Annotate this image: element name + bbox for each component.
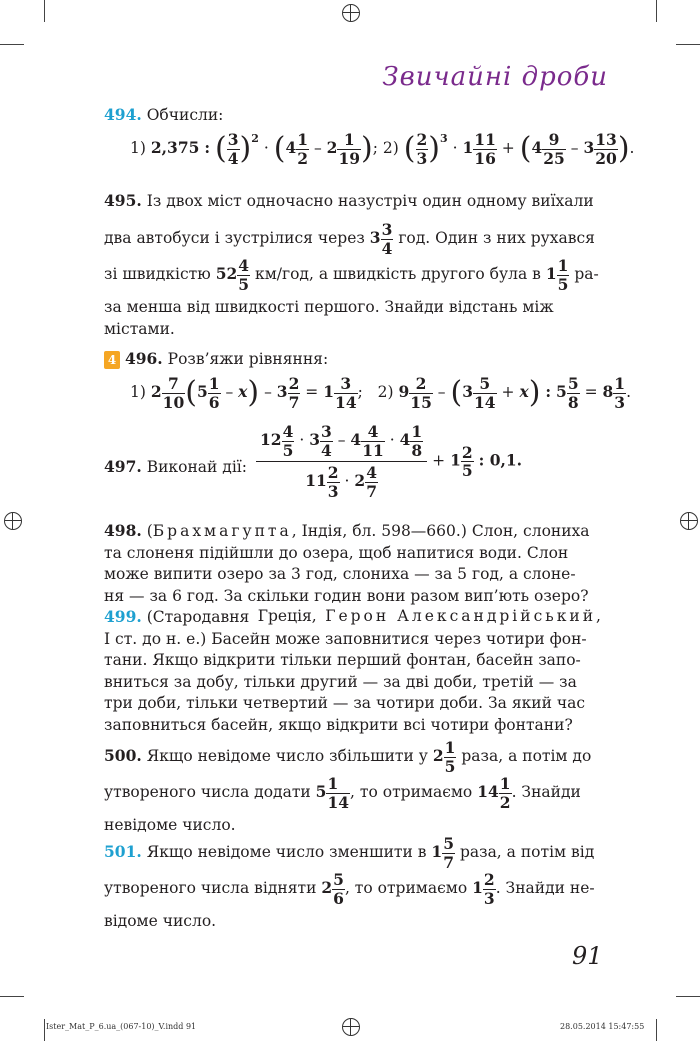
- problem-number: 495.: [104, 191, 142, 210]
- paren: ): [528, 375, 541, 410]
- problem-number: 500.: [104, 746, 142, 765]
- complex-fraction-497: [256, 424, 522, 499]
- numerator: 4: [238, 256, 250, 275]
- text-line: год. Один з них рухався: [398, 229, 595, 247]
- footer-timestamp: 28.05.2014 15:47:55: [560, 1022, 645, 1031]
- numerator: 1: [557, 256, 569, 275]
- fraction: [237, 258, 250, 292]
- numerator: 4: [361, 424, 385, 442]
- denominator: 5: [282, 440, 294, 460]
- operator: –: [337, 431, 346, 449]
- numerator: 3: [320, 422, 332, 441]
- denominator: 2: [499, 792, 511, 812]
- numerator: 3: [381, 220, 393, 239]
- text-word: (Стародавня: [146, 608, 250, 626]
- denominator: 8: [567, 392, 579, 412]
- numerator: 2: [409, 376, 433, 394]
- fraction: [594, 132, 618, 166]
- fraction: [282, 424, 295, 458]
- operator: –: [264, 383, 272, 401]
- text-line: , то отримаємо: [344, 879, 468, 897]
- numerator: 1: [614, 374, 626, 393]
- text-line: Слон, слониха: [471, 522, 590, 540]
- crop-mark: [676, 996, 700, 997]
- denominator: 2: [297, 148, 309, 168]
- whole-part: 4: [350, 430, 362, 449]
- numerator: 5: [473, 376, 497, 394]
- paren: (: [273, 131, 286, 166]
- operator: :: [204, 138, 211, 157]
- whole-part: 8: [602, 382, 614, 401]
- whole-part: 4: [531, 138, 543, 157]
- problem-text: Обчисли:: [146, 106, 224, 124]
- fraction: [326, 776, 350, 810]
- text-line: Якщо невідоме число збільшити у: [146, 747, 428, 765]
- item-label: 2): [377, 383, 394, 401]
- fraction: [227, 132, 240, 166]
- paren: ): [247, 375, 260, 410]
- fraction: [409, 376, 433, 410]
- whole-part: 11: [305, 471, 327, 490]
- text-line: утвореного числа відняти: [104, 879, 317, 897]
- denominator: 3: [327, 481, 339, 501]
- paren: (: [450, 375, 463, 410]
- paren: ): [361, 131, 373, 166]
- variable: x: [238, 382, 248, 401]
- numerator: 9: [542, 132, 566, 150]
- fraction: [542, 132, 566, 166]
- crop-mark: [676, 44, 700, 45]
- numerator: 4: [366, 463, 377, 482]
- punct: .: [626, 383, 632, 401]
- denominator: 7: [288, 392, 300, 412]
- text-line: відоме число.: [104, 912, 217, 930]
- text-line: вниться за добу, тільки другий — за дві доби, третій — за: [104, 672, 577, 691]
- text-line: ра-: [574, 265, 599, 283]
- problem-499: [104, 606, 604, 736]
- fraction: [332, 872, 345, 906]
- operator: ·: [263, 139, 269, 157]
- whole-part: 3: [276, 382, 288, 401]
- denominator: 14: [335, 392, 357, 412]
- item-label: 2): [382, 139, 399, 157]
- operator: ·: [452, 139, 458, 157]
- crop-mark: [0, 44, 24, 45]
- whole-part: 5: [196, 382, 208, 401]
- problem-number: 498.: [104, 521, 142, 540]
- text-line: Із двох міст одночасно назустріч один одному виїхали: [146, 192, 594, 210]
- numerator: 1: [499, 774, 511, 793]
- text-line: I ст. до н. е.) Басейн може заповнитися через чотири фон-: [104, 629, 587, 648]
- registration-mark-left: [4, 512, 22, 530]
- source-info: , Індія, бл. 598—660.): [291, 522, 467, 540]
- problem-text: Розв’яжи рівняння:: [167, 350, 329, 368]
- text-line: утвореного числа додати: [104, 783, 311, 801]
- fraction: [461, 442, 474, 480]
- equations-496: [130, 376, 631, 410]
- fraction: [327, 465, 340, 499]
- text-line: невідоме число.: [104, 816, 236, 834]
- operator: +: [501, 139, 515, 157]
- whole-part: 4: [285, 138, 297, 157]
- difficulty-badge: 4: [104, 351, 120, 369]
- registration-mark-bottom: [342, 1018, 360, 1036]
- whole-part: 3: [309, 430, 320, 449]
- numerator: 2: [416, 130, 428, 149]
- fraction: [473, 132, 497, 166]
- fraction: [442, 836, 455, 870]
- paren: ): [239, 131, 252, 166]
- whole-part: 2: [326, 138, 338, 157]
- whole-part: 1: [450, 450, 461, 470]
- denominator: 5: [557, 274, 569, 294]
- whole-part: 5: [556, 382, 567, 401]
- problem-500: [104, 740, 604, 836]
- whole-part: 2: [432, 746, 444, 765]
- denominator: 11: [362, 440, 384, 460]
- item-label: 1): [130, 383, 146, 401]
- whole-part: 2: [354, 471, 366, 490]
- problem-number: 496.: [124, 349, 163, 368]
- problem-494: [104, 104, 223, 126]
- numerator: 1: [208, 374, 220, 393]
- denominator: 3: [416, 148, 428, 168]
- operator: ·: [389, 431, 395, 449]
- problem-text: Виконай дії:: [146, 458, 247, 476]
- numerator: 2: [483, 870, 495, 889]
- text-line: ня — за 6 год. За скільки годин вони разом вип’ють озеро?: [104, 586, 589, 605]
- text-line: за менша від швидкості першого. Знайди відстань між: [104, 298, 554, 316]
- text-line: Якщо невідоме число зменшити в: [146, 843, 427, 861]
- problem-501: [104, 836, 604, 932]
- operator: –: [570, 139, 579, 157]
- fraction: [444, 740, 457, 774]
- whole-part: 5: [315, 782, 327, 801]
- text-line: раза, а потім до: [461, 747, 592, 765]
- denominator: 3: [483, 888, 495, 908]
- fraction: [410, 424, 423, 458]
- operator: –: [437, 383, 446, 401]
- whole-part: 2: [321, 878, 333, 897]
- author: Брахмагупта: [152, 522, 292, 540]
- denominator: 25: [543, 148, 565, 168]
- numerator: 11: [474, 130, 496, 149]
- text-line: та слоненя підійшли до озера, щоб напитися води. Слон: [104, 543, 569, 562]
- paren: (: [215, 131, 227, 166]
- denominator: 8: [411, 440, 423, 460]
- numerator: 1: [326, 776, 350, 794]
- numerator: 1: [444, 738, 456, 757]
- fraction: [162, 376, 186, 410]
- denominator: 5: [238, 274, 250, 294]
- denominator: 5: [444, 756, 456, 776]
- fraction: [361, 424, 385, 458]
- denominator: 4: [227, 148, 239, 168]
- fraction: [416, 132, 429, 166]
- crop-mark: [44, 1019, 45, 1041]
- text-line: . Знайди не-: [495, 879, 595, 897]
- punct: ;: [372, 139, 378, 157]
- numerator: 13: [595, 130, 617, 149]
- text-word: Греція,: [257, 607, 317, 625]
- fraction: [320, 424, 333, 458]
- whole-part: 1: [431, 842, 443, 861]
- registration-mark-right: [680, 512, 698, 530]
- whole-part: 3: [583, 138, 595, 157]
- whole-part: 1: [323, 382, 335, 401]
- text-line: два автобуси і зустрілися через: [104, 229, 365, 247]
- section-title: Звичайні дроби: [382, 62, 608, 92]
- fraction: [499, 776, 512, 810]
- text-line: , то отримаємо: [350, 783, 473, 801]
- whole-part: 52: [215, 264, 238, 283]
- problem-number: 497.: [104, 457, 142, 476]
- denominator: 3: [614, 392, 626, 412]
- variable: x: [519, 382, 529, 401]
- fraction: [473, 376, 497, 410]
- denominator: 6: [333, 888, 344, 908]
- fraction: [365, 465, 378, 499]
- whole-part: 3: [462, 382, 473, 401]
- numerator: 1: [411, 422, 423, 441]
- whole-part: 9: [398, 382, 410, 401]
- operator: =: [305, 383, 319, 401]
- numerator: 2: [327, 463, 339, 482]
- denominator: 15: [410, 392, 432, 412]
- numerator: 3: [334, 376, 358, 394]
- fraction: [334, 376, 358, 410]
- denominator: 16: [474, 148, 496, 168]
- text-line: заповниться басейн, якщо відкрити всі чотири фонтани?: [104, 715, 573, 734]
- fraction: [381, 222, 394, 256]
- fraction: [557, 258, 570, 292]
- paren: (: [519, 131, 532, 166]
- crop-mark: [656, 0, 657, 22]
- problem-498: [104, 520, 604, 607]
- paren: ): [428, 131, 441, 166]
- denominator: 14: [327, 792, 350, 812]
- exponent: 3: [440, 132, 448, 145]
- operator: ·: [344, 472, 350, 490]
- numerator: 1: [297, 130, 309, 149]
- registration-mark-top: [342, 4, 360, 22]
- denominator: 4: [320, 440, 332, 460]
- fraction: [613, 376, 626, 410]
- number: 2,375: [150, 138, 200, 157]
- paren: ): [617, 131, 630, 166]
- problem-495: [104, 190, 604, 340]
- fraction: [296, 132, 309, 166]
- operator: +: [501, 383, 515, 401]
- author: Герон Александрійський,: [325, 607, 604, 625]
- denominator: 6: [208, 392, 220, 412]
- fraction: [288, 376, 301, 410]
- fraction: [208, 376, 221, 410]
- crop-mark: [0, 996, 24, 997]
- operator: –: [225, 383, 234, 401]
- page-number: 91: [572, 942, 603, 970]
- whole-part: 4: [399, 430, 411, 449]
- fraction: [483, 872, 496, 906]
- operator: –: [313, 139, 322, 157]
- numerator: 4: [282, 422, 294, 441]
- operator: =: [584, 383, 598, 401]
- fraction: [337, 132, 361, 166]
- denominator: 19: [338, 148, 361, 168]
- denominator: 14: [474, 392, 496, 412]
- denominator: 4: [381, 238, 393, 258]
- footer-file: Ister_Mat_P_6.ua_(067-10)_V.indd 91: [46, 1022, 197, 1031]
- text-line: три доби, тільки четвертий — за чотири доби. За який час: [104, 694, 586, 712]
- problem-number: 499.: [104, 607, 142, 626]
- whole-part: 14: [477, 782, 499, 801]
- text-line: . Знайди: [511, 783, 581, 801]
- whole-part: 1: [472, 878, 483, 897]
- text-line: км/год, а швидкість другого була в: [255, 265, 541, 283]
- text-line: містами.: [104, 320, 175, 338]
- denominator: 20: [595, 148, 617, 168]
- text-line: тани. Якщо відкрити тільки перший фонтан, басейн запо-: [104, 651, 581, 669]
- exponent: 2: [251, 132, 259, 145]
- numerator: 2: [461, 442, 473, 462]
- item-label: 1): [130, 139, 146, 157]
- problem-497-label: [104, 456, 247, 478]
- whole-part: 1: [462, 138, 474, 157]
- numerator: 3: [227, 130, 239, 149]
- operator: ·: [299, 431, 305, 449]
- text-line: може випити озеро за 3 год, слониха — за 5 год, а слоне-: [104, 565, 576, 583]
- problem-number: 501.: [104, 842, 142, 861]
- punct: .: [629, 139, 635, 157]
- operator: :: [545, 382, 552, 401]
- denominator: 7: [366, 481, 377, 501]
- text-line: зі швидкістю: [104, 265, 211, 283]
- punct: (: [146, 522, 153, 540]
- numerator: 2: [288, 374, 300, 393]
- denominator: 5: [461, 461, 473, 480]
- fraction: [567, 376, 580, 410]
- whole-part: 12: [260, 430, 282, 449]
- denominator: 7: [443, 852, 455, 872]
- paren: (: [185, 375, 197, 410]
- whole-part: 2: [150, 382, 162, 401]
- paren: (: [403, 131, 416, 166]
- problem-496: [104, 348, 328, 370]
- expression-494: [130, 132, 634, 166]
- numerator: 5: [443, 834, 455, 853]
- numerator: 5: [333, 870, 344, 889]
- problem-number: 494.: [104, 105, 142, 124]
- crop-mark: [656, 1019, 657, 1041]
- text-line: раза, а потім від: [459, 843, 595, 861]
- tail: : 0,1.: [478, 450, 523, 470]
- whole-part: 3: [369, 228, 381, 247]
- numerator: 7: [162, 376, 186, 394]
- numerator: 1: [337, 132, 361, 150]
- denominator: 10: [162, 392, 185, 412]
- punct: ;: [357, 383, 363, 401]
- numerator: 5: [567, 374, 579, 393]
- crop-mark: [44, 0, 45, 22]
- operator: +: [432, 451, 446, 470]
- whole-part: 1: [545, 264, 557, 283]
